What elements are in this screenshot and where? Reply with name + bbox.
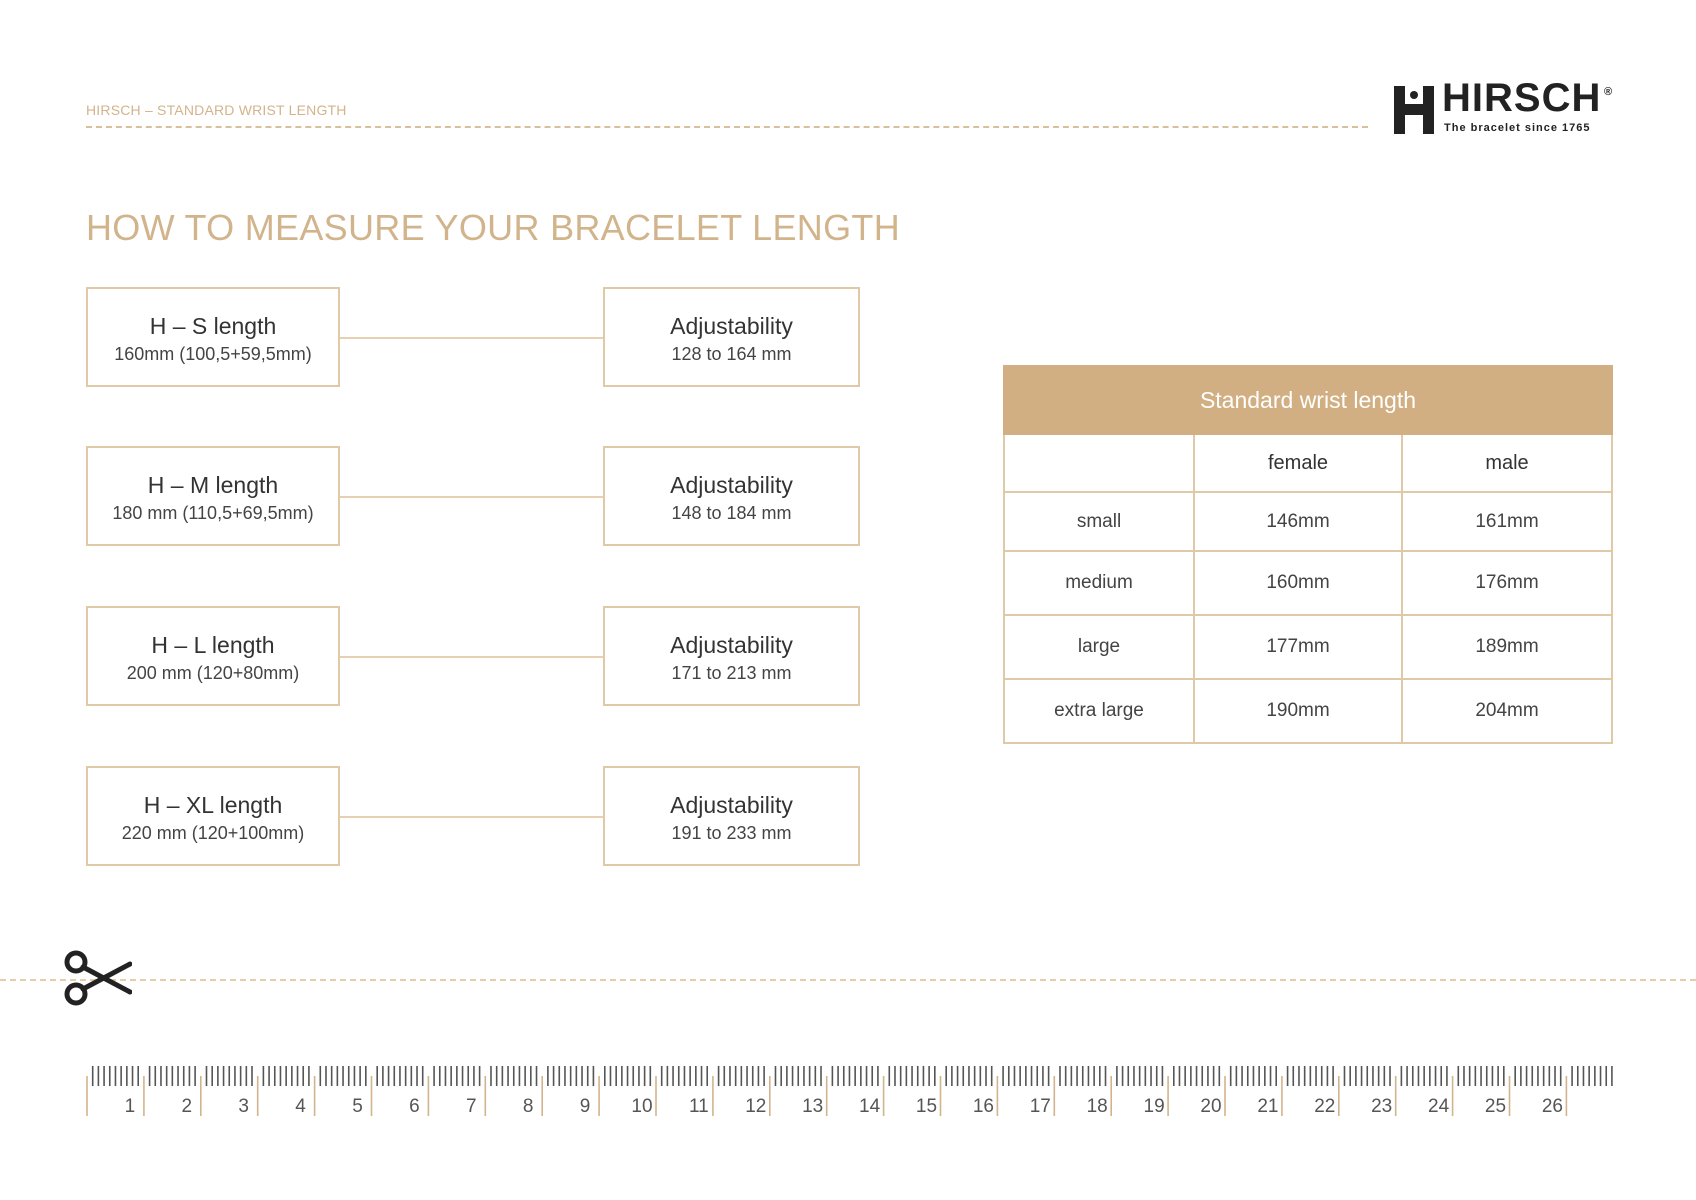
size-box-m [86,446,340,546]
adjustability-box-xl [603,766,860,866]
adjustability-range: 148 to 184 mm [671,503,792,523]
cut-dashed-line [0,979,1696,981]
size-name: H – S length [149,313,277,339]
adjustability-box-m [603,446,860,546]
female-value: 160mm [1194,551,1402,615]
ruler-number: 4 [295,1096,306,1117]
ruler-number: 22 [1314,1096,1336,1117]
ruler-number: 1 [124,1096,136,1117]
ruler-number: 25 [1484,1096,1507,1117]
size-detail: 200 mm (120+80mm) [126,663,300,683]
row-size-label: extra large [1004,679,1194,743]
male-value: 204mm [1402,679,1612,743]
size-detail: 160mm (100,5+59,5mm) [114,344,312,364]
table-title: Standard wrist length [1004,366,1612,434]
adjustability-range: 128 to 164 mm [671,344,792,364]
adjustability-box-l [603,606,860,706]
hirsch-logo [1394,76,1616,138]
ruler-number: 21 [1257,1096,1279,1117]
adjustability-label: Adjustability [670,792,793,818]
ruler-number: 13 [802,1096,824,1117]
size-detail: 180 mm (110,5+69,5mm) [112,503,314,523]
header-dashed-rule [86,126,1368,128]
ruler-number: 3 [238,1096,249,1117]
ruler-number: 17 [1029,1096,1051,1117]
table-row [1004,679,1612,743]
male-value: 189mm [1402,615,1612,679]
adjustability-label: Adjustability [670,472,793,498]
ruler [86,1064,1616,1124]
ruler-number: 15 [915,1096,938,1117]
table-corner-cell [1004,434,1194,492]
table-column-header-row [1004,434,1612,492]
size-connector [340,496,603,498]
logo-registered-mark: ® [1604,86,1613,98]
size-connector [340,816,603,818]
adjustability-label: Adjustability [670,632,793,658]
male-value: 176mm [1402,551,1612,615]
adjustability-label: Adjustability [670,313,793,339]
ruler-number: 19 [1143,1096,1165,1117]
ruler-number: 12 [745,1096,767,1117]
size-box-s [86,287,340,387]
ruler-number: 24 [1428,1096,1450,1117]
column-header-female: female [1194,434,1402,492]
logo-tagline: The bracelet since 1765 [1444,122,1591,134]
ruler-number: 2 [181,1096,193,1117]
size-connector [340,337,603,339]
logo-wordmark: HIRSCH [1442,76,1602,120]
size-name: H – M length [147,472,279,498]
row-size-label: medium [1004,551,1194,615]
ruler-number: 26 [1541,1096,1563,1117]
female-value: 146mm [1194,492,1402,551]
ruler-number: 18 [1086,1096,1108,1117]
ruler-number: 23 [1371,1096,1393,1117]
ruler-number: 9 [579,1096,591,1117]
size-detail: 220 mm (120+100mm) [121,823,305,843]
size-box-xl [86,766,340,866]
ruler-number: 20 [1200,1096,1222,1117]
hirsch-h-mark-icon [1394,86,1434,134]
male-value: 161mm [1402,492,1612,551]
ruler-number: 7 [466,1096,477,1117]
table-row [1004,551,1612,615]
adjustability-range: 191 to 233 mm [671,823,792,843]
adjustability-range: 171 to 213 mm [671,663,792,683]
column-header-male: male [1402,434,1612,492]
ruler-number: 6 [409,1096,420,1117]
female-value: 190mm [1194,679,1402,743]
header-label: HIRSCH – STANDARD WRIST LENGTH [86,102,347,118]
scissors-icon [62,950,132,1006]
row-size-label: small [1004,492,1194,551]
ruler-number: 11 [689,1096,709,1117]
ruler-number: 10 [631,1096,653,1117]
ruler-number: 16 [972,1096,994,1117]
size-name: H – XL length [143,792,283,818]
table-row [1004,492,1612,551]
wrist-length-table [1003,365,1613,744]
size-connector [340,656,603,658]
table-row [1004,615,1612,679]
ruler-number: 8 [522,1096,534,1117]
row-size-label: large [1004,615,1194,679]
size-name: H – L length [151,632,275,658]
ruler-number: 14 [859,1096,881,1117]
adjustability-box-s [603,287,860,387]
female-value: 177mm [1194,615,1402,679]
ruler-number: 5 [352,1096,363,1117]
page-title: HOW TO MEASURE YOUR BRACELET LENGTH [86,207,900,248]
size-box-l [86,606,340,706]
